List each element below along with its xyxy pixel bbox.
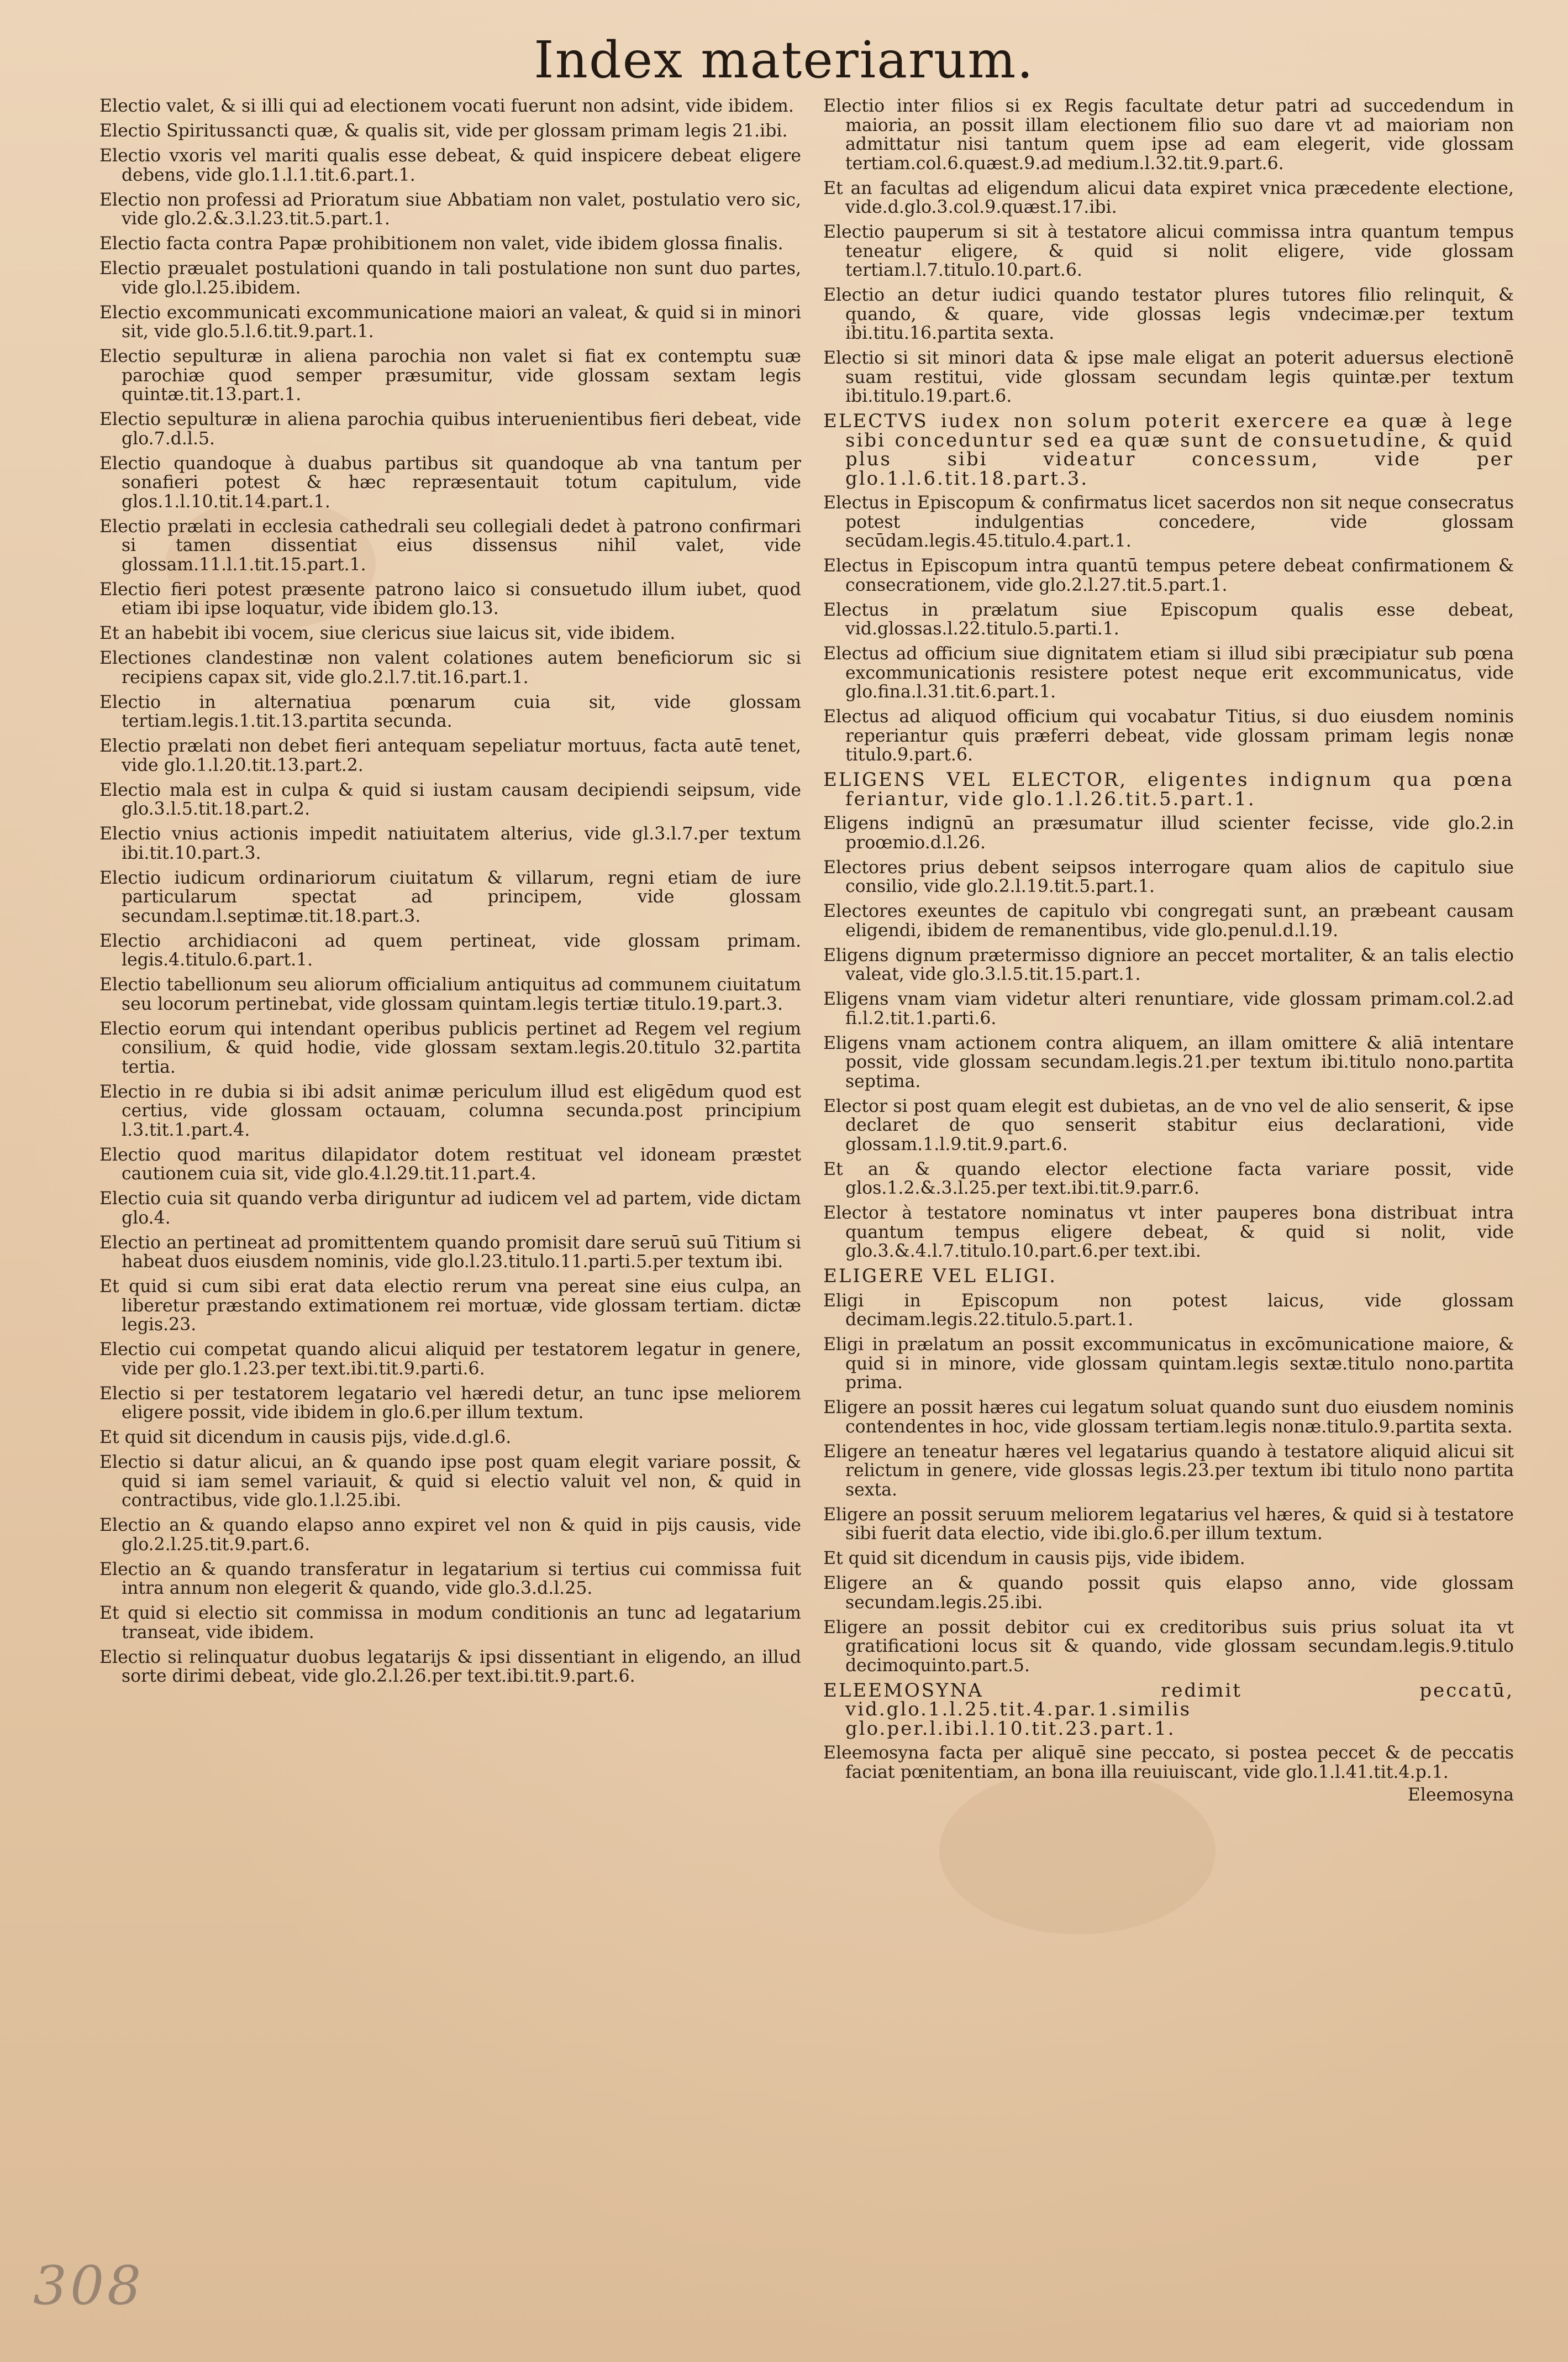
- index-entry: Eligens vnam viam videtur alteri renuntiare, vide glossam primam.col.2.ad fi.l.2.tit.1.parti.6.: [823, 989, 1514, 1028]
- index-entry: Et quid si cum sibi erat data electio rerum vna pereat sine eius culpa, an liberetur præstando extimationem rei mortuæ, vide glossam tertiam. dictæ legis.23.: [99, 1277, 801, 1335]
- index-entry: Eligere an possit hæres cui legatum soluat quando sunt duo eiusdem nominis contendentes in hoc, vide glossam tertiam.legis nonæ.titulo.9.partita sexta.: [823, 1398, 1514, 1437]
- index-entry: Electores exeuntes de capitulo vbi congregati sunt, an præbeant causam eligendi, ibidem de remanentibus, vide glo.penul.d.l.19.: [823, 901, 1514, 941]
- index-entry: Electus in prælatum siue Episcopum qualis esse debeat, vid.glossas.l.22.titulo.5.parti.1.: [823, 600, 1514, 639]
- index-entry: Electio archidiaconi ad quem pertineat, vide glossam primam. legis.4.titulo.6.part.1.: [99, 931, 801, 970]
- index-entry: Electiones clandestinæ non valent colationes autem beneficiorum sic si recipiens capax sit, vide glo.2.l.7.tit.16.part.1.: [99, 648, 801, 687]
- index-entry: Electio præualet postulationi quando in tali postulatione non sunt duo partes, vide glo.l.25.ibidem.: [99, 259, 801, 298]
- index-entry: Electio cuia sit quando verba diriguntur ad iudicem vel ad partem, vide dictam glo.4.: [99, 1189, 801, 1228]
- index-entry: Electio valet, & si illi qui ad electionem vocati fuerunt non adsint, vide ibidem.: [99, 96, 794, 116]
- index-entry: Electio vxoris vel mariti qualis esse debeat, & quid inspicere debeat eligere debens, vide glo.1.l.1.tit.6.part.1.: [99, 146, 801, 185]
- index-entry: Electio si sit minori data & ipse male eligat an poterit aduersus electionē suam restitui, vide glossam secundam legis quintæ.per textum ibi.titulo.19.part.6.: [823, 348, 1514, 406]
- index-entry: Eligens vnam actionem contra aliquem, an illam omittere & aliā intentare possit, vide glossam secundam.legis.21.per textum ibi.titulo nono.partita septima.: [823, 1033, 1514, 1091]
- page-header: Index materiarum.: [534, 30, 1034, 90]
- index-entry: Eleemosyna facta per aliquē sine peccato, si postea peccet & de peccatis faciat pœnitentiam, an bona illa reuiuiscant, vide glo.1.l.41.tit.4.p.1.: [823, 1743, 1514, 1782]
- index-entry: Et an facultas ad eligendum alicui data expiret vnica præcedente electione, vide.d.glo.3.col.9.quæst.17.ibi.: [823, 178, 1514, 217]
- index-entry: Electores prius debent seipsos interrogare quam alios de capitulo siue consilio, vide glo.2.l.19.tit.5.part.1.: [823, 857, 1514, 896]
- index-entry: Electio excommunicati excommunicatione maiori an valeat, & quid si in minori sit, vide glo.5.l.6.tit.9.part.1.: [99, 302, 801, 342]
- index-entry: Electio quod maritus dilapidator dotem restituat vel idoneam præstet cautionem cuia sit, vide glo.4.l.29.tit.11.part.4.: [99, 1145, 801, 1184]
- index-entry: Electio an detur iudici quando testator plures tutores filio relinquit, & quando, & quare, vide glossas legis vndecimæ.per textum ibi.titu.16.partita sexta.: [823, 285, 1514, 343]
- index-entry: Electio si per testatorem legatario vel hæredi detur, an tunc ipse meliorem eligere possit, vide ibidem in glo.6.per illum textum.: [99, 1383, 801, 1423]
- left-column: [99, 97, 801, 1692]
- index-entry: Eligens indignū an præsumatur illud scienter fecisse, vide glo.2.in proœmio.d.l.26.: [823, 813, 1514, 853]
- index-section-heading: ELIGERE VEL ELIGI.: [823, 1265, 1057, 1287]
- index-entry: Electio prælati non debet fieri antequam sepeliatur mortuus, facta autē tenet, vide glo.1.l.20.tit.13.part.2.: [99, 736, 801, 775]
- index-entry: Electio in re dubia si ibi adsit animæ periculum illud est eligēdum quod est certius, vide glossam octauam, columna secunda.post principium l.3.tit.1.part.4.: [99, 1082, 801, 1140]
- handwritten-page-number: 308: [33, 2255, 145, 2317]
- index-entry: Electio fieri potest præsente patrono laico si consuetudo illum iubet, quod etiam ibi ipse loquatur, vide ibidem glo.13.: [99, 579, 801, 618]
- index-entry: Electio prælati in ecclesia cathedrali seu collegiali dedet à patrono confirmari si tamen dissentiat eius dissensus nihil valet, vide glossam.11.l.1.tit.15.part.1.: [99, 516, 801, 575]
- index-entry: Electio inter filios si ex Regis facultate detur patri ad succedendum in maioria, an possit illam electionem filio suo dare vt ad maioriam non admittatur nisi tantum quem ipse ad eam elegerit, vide glossam tertiam.col.6.quæst.9.ad medium.l.32.tit.9.part.6.: [823, 96, 1514, 174]
- index-entry: Elector si post quam elegit est dubietas, an de vno vel de alio senserit, & ipse declaret de quo senserit stabitur eius declarationi, vide glossam.1.l.9.tit.9.part.6.: [823, 1096, 1514, 1154]
- index-entry: Electio mala est in culpa & quid si iustam causam decipiendi seipsum, vide glo.3.l.5.tit.18.part.2.: [99, 780, 801, 819]
- index-entry: Elector à testatore nominatus vt inter pauperes bona distribuat intra quantum tempus eligere debeat, & quid si nolit, vide glo.3.&.4.l.7.titulo.10.part.6.per text.ibi.: [823, 1203, 1514, 1261]
- index-entry: Et quid sit dicendum in causis pijs, vide.d.gl.6.: [99, 1427, 512, 1447]
- index-entry: Eligere an & quando possit quis elapso anno, vide glossam secundam.legis.25.ibi.: [823, 1573, 1514, 1613]
- index-entry: Eligere an possit debitor cui ex creditoribus suis prius soluat ita vt gratificationi locus sit & quando, vide glossam secundam.legis.9.titulo decimoquinto.part.5.: [823, 1617, 1514, 1676]
- index-entry: Electus ad officium siue dignitatem etiam si illud sibi præcipiatur sub pœna excommunicationis resistere potest neque erit excommunicatus, vide glo.fina.l.31.tit.6.part.1.: [823, 644, 1514, 702]
- index-entry: Electio si relinquatur duobus legatarijs & ipsi dissentiant in eligendo, an illud sorte dirimi debeat, vide glo.2.l.26.per text.ibi.tit.9.part.6.: [99, 1647, 801, 1686]
- index-entry: Eligens dignum prætermisso digniore an peccet mortaliter, & an talis electio valeat, vide glo.3.l.5.tit.15.part.1.: [823, 945, 1514, 984]
- index-entry: Electio non professi ad Prioratum siue Abbatiam non valet, postulatio vero sic, vide glo.2.&.3.l.23.tit.5.part.1.: [99, 190, 801, 229]
- index-entry: Et an & quando elector electione facta variare possit, vide glos.1.2.&.3.l.25.per text.ibi.tit.9.parr.6.: [823, 1159, 1514, 1198]
- index-entry: Electio sepulturæ in aliena parochia quibus interuenientibus fieri debeat, vide glo.7.d.l.5.: [99, 410, 801, 449]
- index-entry: Electio an & quando transferatur in legatarium si tertius cui commissa fuit intra annum non elegerit & quando, vide glo.3.d.l.25.: [99, 1559, 801, 1598]
- index-entry: Electio an pertineat ad promittentem quando promisit dare seruū suū Titium si habeat duos eiusdem nominis, vide glo.l.23.titulo.11.parti.5.per textum ibi.: [99, 1232, 801, 1272]
- catchword: Eleemosyna: [1407, 1784, 1514, 1805]
- index-entry: Et an habebit ibi vocem, siue clericus siue laicus sit, vide ibidem.: [99, 623, 676, 643]
- index-entry: Electio an & quando elapso anno expiret vel non & quid in pijs causis, vide glo.2.l.25.tit.9.part.6.: [99, 1515, 801, 1555]
- index-entry: Eligi in Episcopum non potest laicus, vide glossam decimam.legis.22.titulo.5.part.1.: [823, 1290, 1514, 1330]
- index-entry: Electio in alternatiua pœnarum cuia sit, vide glossam tertiam.legis.1.tit.13.partita secunda.: [99, 692, 801, 731]
- index-entry: Electio eorum qui intendant operibus publicis pertinet ad Regem vel regium consilium, & quid hodie, vide glossam sextam.legis.20.titulo 32.partita tertia.: [99, 1019, 801, 1077]
- index-entry: Eligere an possit seruum meliorem legatarius vel hæres, & quid si à testatore sibi fuerit data electio, vide ibi.glo.6.per illum textum.: [823, 1504, 1514, 1544]
- index-entry: Electus in Episcopum & confirmatus licet sacerdos non sit neque consecratus potest indulgentias concedere, vide glossam secūdam.legis.45.titulo.4.part.1.: [823, 493, 1514, 551]
- right-column: [823, 97, 1514, 1804]
- index-entry: Electio sepulturæ in aliena parochia non valet si fiat ex contemptu suæ parochiæ quod semper præsumitur, vide glossam sextam legis quintæ.tit.13.part.1.: [99, 347, 801, 405]
- index-entry: Electus ad aliquod officium qui vocabatur Titius, si duo eiusdem nominis reperiantur quis præferri debeat, vide glossam primam legis nonæ titulo.9.part.6.: [823, 707, 1514, 765]
- index-entry: Electio iudicum ordinariorum ciuitatum & villarum, regni etiam de iure particularum spectat ad principem, vide glossam secundam.l.septimæ.tit.18.part.3.: [99, 868, 801, 926]
- index-entry: Et quid si electio sit commissa in modum conditionis an tunc ad legatarium transeat, vide ibidem.: [99, 1603, 801, 1642]
- index-entry: Eligi in prælatum an possit excommunicatus in excōmunicatione maiore, & quid si in minore, vide glossam quintam.legis sextæ.titulo nono.partita prima.: [823, 1335, 1514, 1393]
- index-entry: Electio quandoque à duabus partibus sit quandoque ab vna tantum per sonafieri potest & hæc repræsentauit totum capitulum, vide glos.1.l.10.tit.14.part.1.: [99, 453, 801, 512]
- index-section-heading: ELEEMOSYNA redimit peccatū, vid.glo.1.l.25.tit.4.par.1.similis glo.per.l.ibi.l.10.tit.23.part.1.: [823, 1679, 1514, 1740]
- index-entry: Et quid sit dicendum in causis pijs, vide ibidem.: [823, 1549, 1245, 1568]
- index-entry: Electio vnius actionis impedit natiuitatem alterius, vide gl.3.l.7.per textum ibi.tit.10.part.3.: [99, 824, 801, 863]
- index-entry: Electus in Episcopum intra quantū tempus petere debeat confirmationem & consecrationem, vide glo.2.l.27.tit.5.part.1.: [823, 556, 1514, 595]
- index-entry: Electio tabellionum seu aliorum officialium antiquitus ad communem ciuitatum seu locorum pertinebat, vide glossam quintam.legis tertiæ titulo.19.part.3.: [99, 975, 801, 1014]
- index-entry: Electio si datur alicui, an & quando ipse post quam elegit variare possit, & quid si iam semel variauit, & quid si electio valuit vel non, & quid in contractibus, vide glo.1.l.25.ibi.: [99, 1452, 801, 1510]
- index-entry: Electio pauperum si sit à testatore alicui commissa intra quantum tempus teneatur eligere, & quid si nolit eligere, vide glossam tertiam.l.7.titulo.10.part.6.: [823, 222, 1514, 280]
- index-section-heading: ELECTVS iudex non solum poterit exercere ea quæ à lege sibi conceduntur sed ea quæ sunt de consuetudine, & quid plus sibi videatur concessum, vide per glo.1.l.6.tit.18.part.3.: [823, 410, 1514, 490]
- index-entry: Electio Spiritussancti quæ, & qualis sit, vide per glossam primam legis 21.ibi.: [99, 121, 788, 141]
- index-section-heading: ELIGENS VEL ELECTOR, eligentes indignum qua pœna feriantur, vide glo.1.l.26.tit.5.part.1.: [823, 769, 1514, 810]
- index-entry: Electio facta contra Papæ prohibitionem non valet, vide ibidem glossa finalis.: [99, 234, 783, 254]
- index-entry: Electio cui competat quando alicui aliquid per testatorem legatur in genere, vide per glo.1.23.per text.ibi.tit.9.parti.6.: [99, 1340, 801, 1379]
- index-entry: Eligere an teneatur hæres vel legatarius quando à testatore aliquid alicui sit relictum in genere, vide glossas legis.23.per textum ibi titulo nono partita sexta.: [823, 1441, 1514, 1500]
